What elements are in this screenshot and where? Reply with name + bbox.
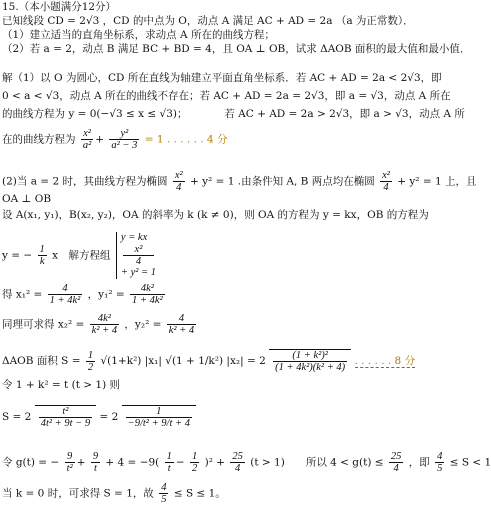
solution-line-3: 的曲线方程为 y = 0(−√3 ≤ x ≤ √3)； 若 AC + AD = 2a > 2√3，即 a > √3，动点 A 所 (2, 108, 465, 120)
fraction-4-5: $\frac{4}{5}$ (161, 482, 167, 505)
fraction-half: $\frac{1}{2}$ (87, 349, 94, 373)
part2-line-10: 令 g(t) = − $\frac{9}{\text{t²}}$ + $\frac{9}{t}$ + 4 = −9( $\frac{1}{t}$ − $\frac{1}{2}$ )² + $\frac{25}{4}$ (t > 1) 所以 4 < g(t) ≤ $\frac{25}{4}$ ，即 $\frac{4}{5}$ ≤ S < 1 (2, 451, 491, 474)
part2-line-3: 设 A(x₁, y₁)，B(x₂, y₂)，OA 的斜率为 k (k ≠ 0)，则 OA 的方程为 y = kx，OB 的方程为 (2, 209, 429, 221)
part2-line-9: S = 2 $\frac{\text{t²}}{\text{4t² + 9t − 9}}$ = 2 $\frac{1}{\text{−9/t² + 9/t + 4}}$ (2, 405, 196, 429)
solution-line-4: 在的曲线方程为 $\frac{\text{x²}}{\text{a²}}$ + $\frac{\text{y²}}{\text{a² − 3}}$ = 1 . . . . . . 4 分 (2, 128, 228, 151)
fraction-y1sq: $\frac{\text{4k²}}{\text{1 + 4k²}}$ (132, 283, 163, 306)
fraction-x2-4: $\frac{\text{x²}}{4}$ (174, 170, 183, 193)
fraction-area: $\frac{\text{(1 + k²)²}}{\text{(1 + 4k²)(k² + 4)}}$ (275, 350, 346, 373)
problem-part2: （2）若 a = 2，动点 B 满足 BC + BD = 4，且 OA ⊥ OB，试求 ΔAOB 面积的最大值和最小值． (2, 43, 471, 55)
part2-line-7: ΔAOB 面积 S = $\frac{1}{2}$ √(1+k²) |x₁| √(1 + 1/k²) |x₂| = 2 $\frac{\text{(1 + k²)²}}{\text{(1 + 4k²)(k² + 4)}}$ . . . . . . 8 分 (2, 349, 416, 373)
equation-system: y = kx x² 4 + y² = 1 (116, 232, 156, 279)
part2-line-4: y = − $\frac{1}{k}$ x 解方程组 y = kx x² 4 + y² = 1 (2, 232, 157, 278)
part2-line-5: 得 x₁² = $\frac{4}{\text{1 + 4k²}}$ ，y₁² = $\frac{\text{4k²}}{\text{1 + 4k²}}$ (2, 283, 163, 306)
problem-header: 15.（本小题满分12分） (2, 1, 117, 13)
problem-given: 已知线段 CD = 2√3 ，CD 的中点为 O，动点 A 满足 AC + AD = 2a （a 为正常数）． (2, 15, 414, 27)
fraction-y2-a2-3: $\frac{\text{y²}}{\text{a² − 3}}$ (111, 128, 138, 151)
score-8: . . . . . . 8 分 (354, 355, 416, 367)
curve-eq-prefix: 在的曲线方程为 (2, 133, 76, 146)
score-4: = 1 . . . . . . 4 分 (144, 133, 228, 146)
part2-line-1: (2)当 a = 2 时，其曲线方程为椭圆 $\frac{\text{x²}}{4}$ + y² = 1 .由条件知 A, B 两点均在椭圆 $\frac{\text{x²}}{4}$ + y² = 1 上，且 (2, 170, 477, 193)
problem-part1: （1）建立适当的直角坐标系，求动点 A 所在的曲线方程； (2, 29, 275, 41)
part2-line-2: OA ⊥ OB (2, 193, 52, 205)
fraction-x1sq: $\frac{4}{\text{1 + 4k²}}$ (49, 283, 81, 306)
part2-line-6: 同理可求得 x₂² = $\frac{\text{4k²}}{\text{k² + 4}}$ ，y₂² = $\frac{4}{\text{k² + 4}}$ (2, 313, 195, 336)
fraction-1-k: $\frac{1}{k}$ (39, 244, 45, 267)
fraction-s-t: $\frac{\text{t²}}{\text{4t² + 9t − 9}}$ (40, 406, 91, 429)
fraction-s-t2: $\frac{1}{\text{−9/t² + 9/t + 4}}$ (127, 406, 190, 429)
fraction-x2-4-b: $\frac{\text{x²}}{4}$ (382, 170, 390, 193)
part2-conclusion: 当 k = 0 时，可求得 S = 1，故 $\frac{4}{5}$ ≤ S ≤ 1。 (2, 482, 226, 505)
fraction-y2sq: $\frac{4}{\text{k² + 4}}$ (168, 313, 195, 336)
solution-line-2: 0 < a < √3，动点 A 所在的曲线不存在；若 AC + AD = 2a = 2√3，即 a = √3，动点 A 所在 (2, 90, 451, 102)
fraction-x2sq: $\frac{\text{4k²}}{\text{k² + 4}}$ (91, 313, 118, 336)
solution-line-1: 解（1）以 O 为圆心，CD 所在直线为轴建立平面直角坐标系．若 AC + AD = 2a < 2√3，即 (2, 72, 442, 84)
fraction-x2-a2: $\frac{\text{x²}}{\text{a²}}$ (82, 128, 92, 151)
part2-line-8: 令 1 + k² = t (t > 1) 则 (2, 379, 120, 391)
